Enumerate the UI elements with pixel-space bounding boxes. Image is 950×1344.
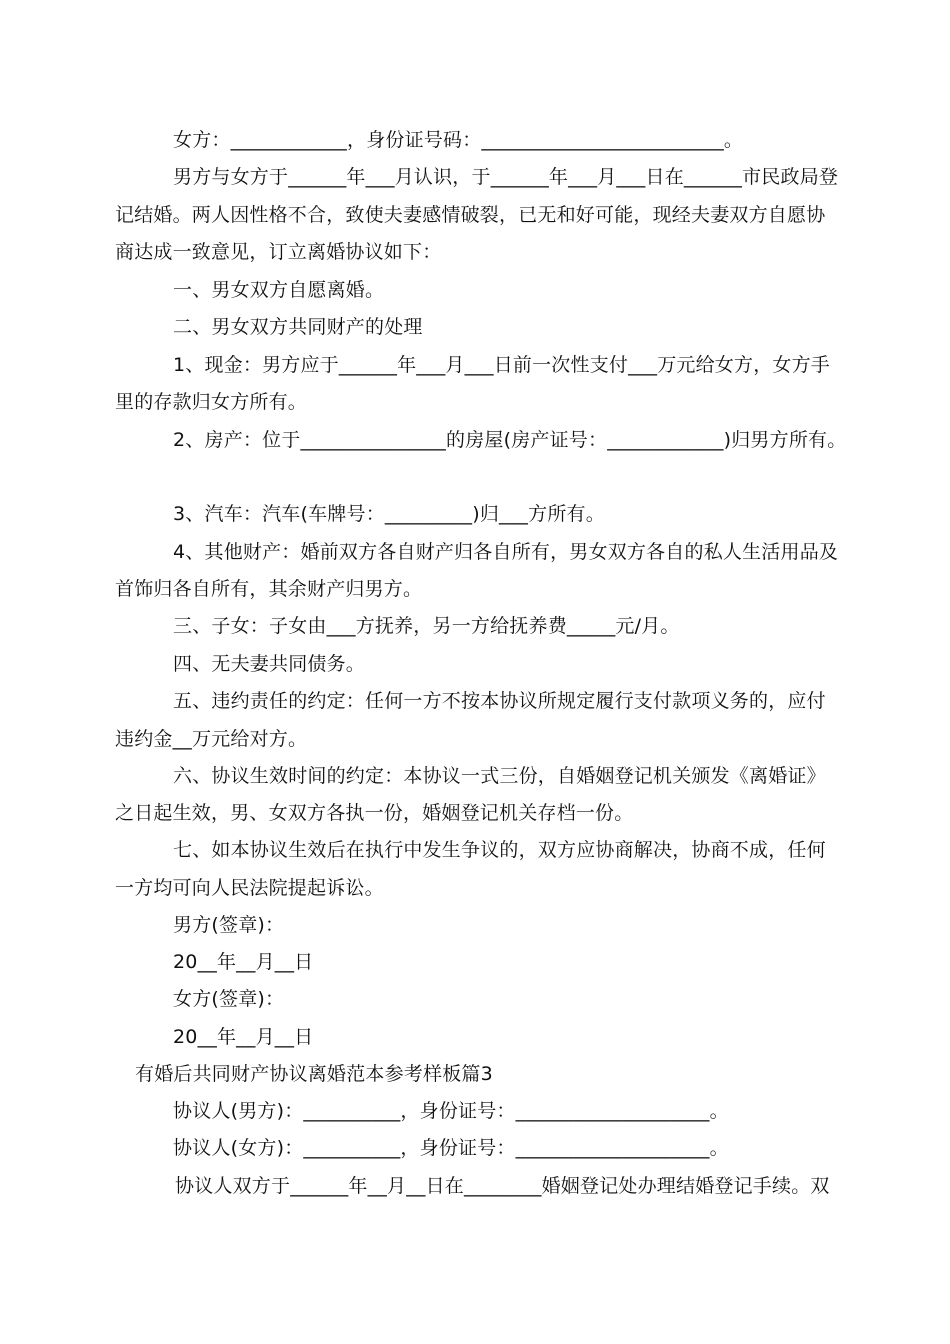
- other-property-line-2: 首饰归各自所有，其余财产归男方。: [115, 578, 423, 600]
- cash-clause-line-1: 1、现金：男方应于______年___月___日前一次性支付___万元给女方，女方手: [173, 354, 830, 376]
- cash-clause-line-2: 里的存款归女方所有。: [115, 391, 308, 413]
- female-signature-date: 20__年__月__日: [173, 1026, 314, 1048]
- female-signature-label: 女方(签章)：: [173, 988, 285, 1010]
- dispute-clause-line-1: 七、如本协议生效后在执行中发生争议的，双方应协商解决，协商不成，任何: [173, 839, 826, 861]
- male-signature-label: 男方(签章)：: [173, 914, 285, 936]
- dispute-clause-line-2: 一方均可向人民法院提起诉讼。: [115, 877, 384, 899]
- marriage-registration-line-3: 商达成一致意见，订立离婚协议如下：: [115, 241, 442, 263]
- car-clause: 3、汽车：汽车(车牌号：_________)归___方所有。: [173, 503, 605, 525]
- clause-1: 一、男女双方自愿离婚。: [173, 279, 385, 301]
- female-party-id-line: 女方：____________，身份证号码：_________________________。: [173, 129, 744, 151]
- effective-clause-line-1: 六、协议生效时间的约定：本协议一式三份，自婚姻登记机关颁发《离婚证》: [173, 765, 826, 787]
- breach-clause-line-1: 五、违约责任的约定：任何一方不按本协议所规定履行支付款项义务的，应付: [173, 690, 826, 712]
- children-clause: 三、子女：子女由___方抚养，另一方给抚养费_____元/月。: [173, 615, 680, 637]
- male-party-line: 协议人(男方)：__________，身份证号：____________________。: [173, 1100, 729, 1122]
- section-heading: 有婚后共同财产协议离婚范本参考样板篇3: [135, 1063, 493, 1085]
- female-party-line: 协议人(女方)：__________，身份证号：____________________。: [173, 1137, 729, 1159]
- effective-clause-line-2: 之日起生效，男、女双方各执一份，婚姻登记机关存档一份。: [115, 802, 634, 824]
- marriage-registration-line-2: 记结婚。两人因性格不合，致使夫妻感情破裂，已无和好可能，现经夫妻双方自愿协: [115, 204, 826, 226]
- debt-clause: 四、无夫妻共同债务。: [173, 653, 366, 675]
- male-signature-date: 20__年__月__日: [173, 951, 314, 973]
- breach-clause-line-2: 违约金__万元给对方。: [115, 728, 308, 750]
- other-property-line-1: 4、其他财产：婚前双方各自财产归各自所有，男女双方各自的私人生活用品及: [173, 541, 839, 563]
- registration-line: 协议人双方于______年__月__日在________婚姻登记处办理结婚登记手续。双: [175, 1175, 830, 1197]
- clause-2-heading: 二、男女双方共同财产的处理: [173, 316, 423, 338]
- marriage-registration-line-1: 男方与女方于______年___月认识，于______年___月___日在______市民政局登: [173, 166, 839, 188]
- property-clause: 2、房产：位于_______________的房屋(房产证号：____________)归男方所有。: [173, 429, 847, 451]
